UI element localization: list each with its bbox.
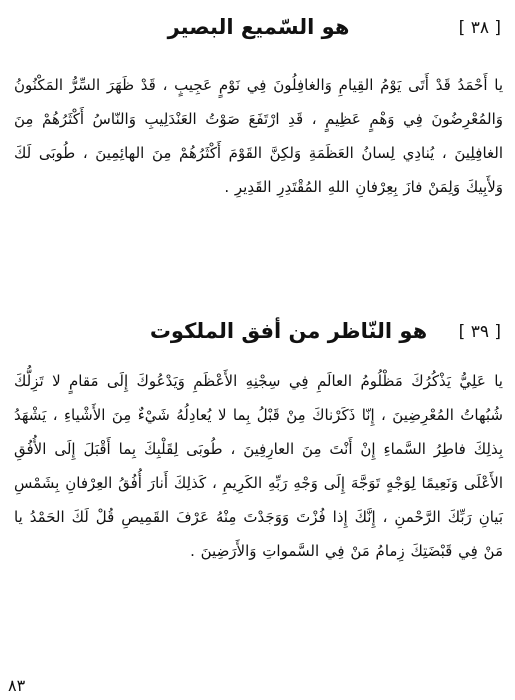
section-title: هو السّميع البصير (167, 15, 350, 39)
section-heading (14, 8, 503, 54)
section-number: [ ٣٨ ] (458, 18, 501, 38)
section-body: يا أَحْمَدُ قَدْ أَتَى يَوْمُ القِيامِ وَالغافِلُونَ فِي نَوْمٍ عَجِيبٍ ، قَدْ ظَهَرَ السِّرُّ المَكْنُونُ وَالمُعْرِضُونَ فِي وَهْمٍ عَظِيمٍ ، قَدِ ارْتَفَعَ صَوْتُ العَنْدَلِيبِ وَالنّاسُ أَكْثَرُهُمْ مِنَ الغافِلِينَ ، يُنادِي لِسانُ العَظَمَةِ وَلكِنَّ القَوْمَ أَكْثَرُهُمْ مِنَ الهائِمِينَ ، طُوبَى لَكَ وَلأَبِيكَ وَلِمَنْ فازَ بِعِرْفانِ اللهِ المُقْتَدِرِ القَدِيرِ . (14, 76, 503, 196)
section-title: هو النّاظر من أفق الملكوت (149, 319, 428, 343)
tablet-section-38 (14, 8, 503, 204)
page-number: ٨٣ (8, 676, 26, 695)
section-heading (14, 312, 503, 358)
section-body: يا عَلِيُّ يَذْكُرُكَ مَظْلُومُ العالَمِ فِي سِجْنِهِ الأَعْظَمِ وَيَدْعُوكَ إِلَى مَقامٍ لا تَزِلُّكَ شُبُهاتُ المُعْرِضِينَ ، إِنّا ذَكَرْناكَ مِنْ قَبْلُ بِما لا يُعادِلُهُ شَيْءٌ مِنَ الأَشْياءِ ، يَشْهَدُ بِذلِكَ فاطِرُ السَّماءِ إِنْ أَنْتَ مِنَ العارِفِينَ ، طُوبَى لِقَلْبِكَ بِما أَقْبَلَ إِلَى الأُفُقِ الأَعْلَى وَنَعِيمًا لِوَجْهٍ تَوَجَّهَ إِلَى وَجْهِ رَبِّهِ الكَرِيمِ ، كَذلِكَ أَنارَ أُفُقُ العِرْفانِ بِشَمْسِ بَيانِ رَبِّكَ الرَّحْمنِ ، إِنَّكَ إِذا فُزْتَ وَوَجَدْتَ مِنْهُ عَرْفَ القَمِيصِ قُلْ لَكَ الحَمْدُ يا مَنْ فِي قَبْضَتِكَ زِمامُ مَنْ فِي السَّمواتِ وَالأَرَضِينَ . (14, 372, 503, 560)
tablet-section-39 (14, 312, 503, 568)
section-number: [ ٣٩ ] (458, 322, 501, 342)
